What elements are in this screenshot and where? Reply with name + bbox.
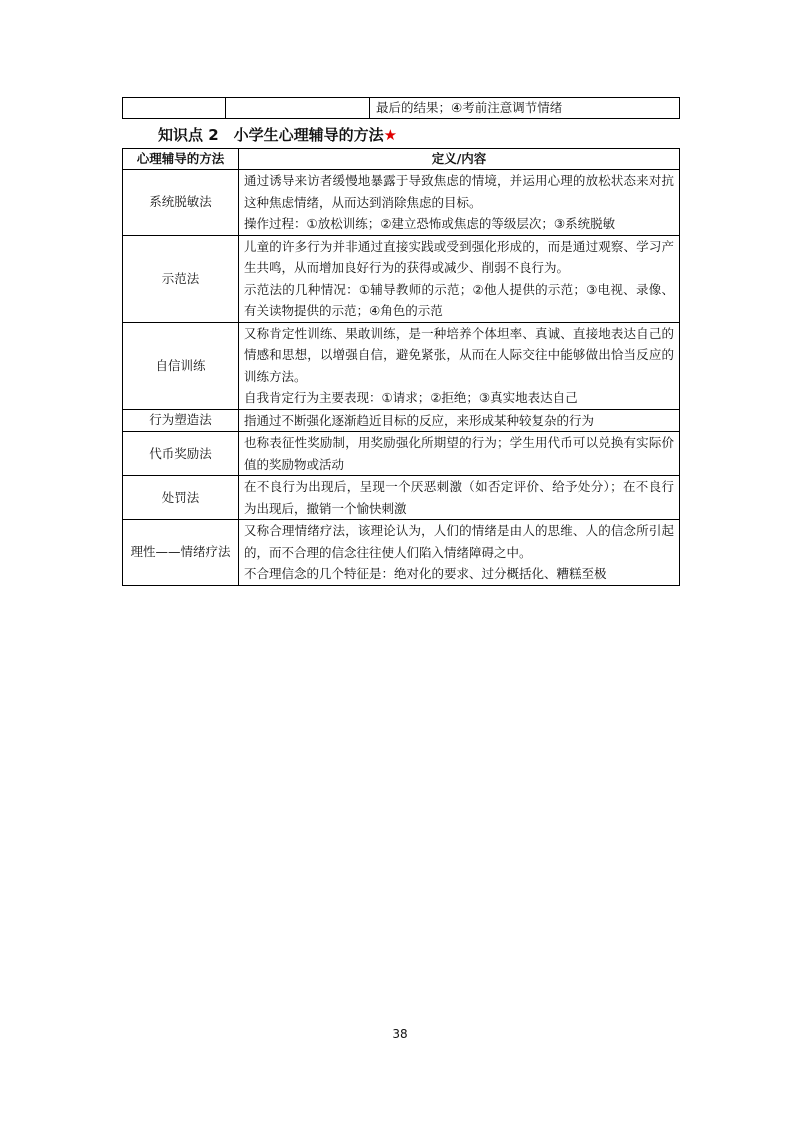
column-header-definition: 定义/内容 — [239, 149, 680, 170]
table-row — [123, 235, 680, 322]
definition-line: 又称肯定性训练、果敢训练，是一种培养个体坦率、真诚、直接地表达自己的情感和思想，以增强自信，避免紧张，从而在人际交往中能够做出恰当反应的训练方法。 — [244, 325, 674, 384]
method-name: 处罚法 — [123, 476, 239, 520]
table-row — [123, 322, 680, 409]
methods-table — [122, 148, 680, 586]
method-name: 示范法 — [123, 235, 239, 322]
definition-line: 儿童的许多行为并非通过直接实践或受到强化形成的，而是通过观察、学习产生共鸣，从而增加良好行为的获得或减少、削弱不良行为。 — [244, 238, 674, 275]
definition-line: 指通过不断强化逐渐趋近目标的反应，来形成某种较复杂的行为 — [244, 412, 595, 428]
definition-line: 又称合理情绪疗法，该理论认为，人们的情绪是由人的思维、人的信念所引起的，而不合理的信念往往使人们陷入情绪障碍之中。 — [244, 523, 674, 560]
method-name: 系统脱敏法 — [123, 170, 239, 236]
continued-table — [122, 97, 680, 119]
definition-line: 不合理信念的几个特征是：绝对化的要求、过分概括化、糟糕至极 — [244, 566, 607, 581]
page-number: 38 — [392, 1027, 408, 1041]
star-icon: ★ — [383, 126, 398, 144]
table-row — [123, 409, 680, 432]
table-cell: 最后的结果；④考前注意调节情绪 — [370, 98, 680, 119]
section-heading — [158, 124, 397, 145]
method-name: 自信训练 — [123, 322, 239, 409]
table-row — [123, 520, 680, 586]
method-definition — [239, 170, 680, 236]
definition-line: 也称表征性奖励制，用奖励强化所期望的行为；学生用代币可以兑换有实际价值的奖励物或活动 — [244, 435, 674, 472]
method-definition — [239, 476, 680, 520]
definition-line: 示范法的几种情况：①辅导教师的示范；②他人提供的示范；③电视、录像、有关读物提供的示范；④角色的示范 — [244, 281, 674, 318]
column-header-method: 心理辅导的方法 — [123, 149, 239, 170]
table-row — [123, 432, 680, 476]
definition-line: 操作过程：①放松训练；②建立恐怖或焦虑的等级层次；③系统脱敏 — [244, 216, 616, 231]
definition-line: 在不良行为出现后，呈现一个厌恶刺激（如否定评价、给予处分）；在不良行为出现后，撤销一个愉快刺激 — [244, 479, 674, 516]
table-row — [123, 98, 680, 119]
method-definition — [239, 432, 680, 476]
table-cell — [123, 98, 226, 119]
method-name: 理性——情绪疗法 — [123, 520, 239, 586]
table-header-row — [123, 149, 680, 170]
method-definition — [239, 235, 680, 322]
method-definition — [239, 322, 680, 409]
method-name: 行为塑造法 — [123, 409, 239, 432]
table-cell — [226, 98, 370, 119]
method-definition — [239, 409, 680, 432]
section-heading-text: 知识点 2 小学生心理辅导的方法 — [158, 126, 384, 144]
method-name: 代币奖励法 — [123, 432, 239, 476]
method-definition — [239, 520, 680, 586]
table-row — [123, 476, 680, 520]
definition-line: 通过诱导来访者缓慢地暴露于导致焦虑的情境，并运用心理的放松状态来对抗这种焦虑情绪，从而达到消除焦虑的目标。 — [244, 173, 674, 210]
table-row — [123, 170, 680, 236]
definition-line: 自我肯定行为主要表现：①请求；②拒绝；③真实地表达自己 — [244, 390, 578, 405]
